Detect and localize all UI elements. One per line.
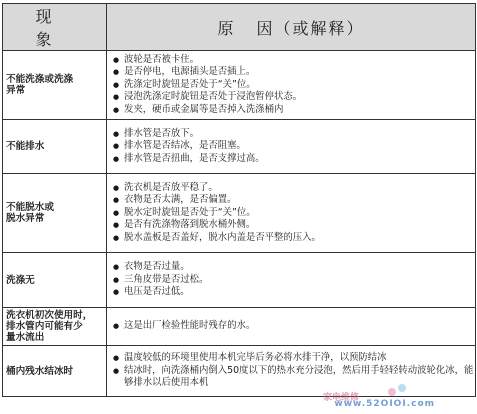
cause-item: ● 这是出厂检验性能时残存的水。	[113, 320, 475, 333]
cause-item: ● 温度较低的环境里使用本机完毕后务必将水排干净，以预防结冰	[113, 352, 475, 364]
table-row	[3, 51, 476, 120]
cause-cell	[107, 51, 476, 120]
symptom-cell: 不能洗涤或洗涤 异常	[3, 51, 107, 120]
table-row	[3, 253, 476, 308]
table-row	[3, 174, 476, 253]
symptom-cell: 洗衣机初次使用时， 排水管内可能有少 量水流出	[3, 308, 107, 346]
symptom-cell: 不能脱水或 脱水异常	[3, 174, 107, 253]
cause-item: ● 衣物是否太满，是否偏置。	[113, 194, 475, 207]
cause-item: ● 排水管是否扭曲，是否支撑过高。	[113, 153, 475, 166]
cause-item: ● 洗衣机是否放平稳了。	[113, 182, 475, 195]
watermark-logo-icon	[388, 388, 396, 396]
cause-item: ● 结冰时，向洗涤桶内倒入50度以下的热水充分浸泡，然后用手轻轻转动波轮化冰，能够排水以后使用本机	[113, 365, 475, 390]
table-row	[3, 308, 476, 346]
symptom-cell: 不能排水	[3, 120, 107, 174]
cause-item: ● 衣物是否过量。	[113, 261, 475, 274]
cause-item: ● 三角皮带是否过松。	[113, 274, 475, 287]
symptom-header: 现 象	[3, 4, 107, 51]
cause-cell	[107, 346, 476, 397]
cause-cell	[107, 174, 476, 253]
cause-item: ● 脱水盖板是否盖好，脱水内盖是否平整的压入。	[113, 232, 475, 245]
cause-cell	[107, 120, 476, 174]
cause-header: 原 因（或解释）	[107, 4, 476, 51]
cause-item: ● 波轮是否被卡住。	[113, 54, 475, 67]
cause-item: ● 排水管是否放下。	[113, 128, 475, 141]
cause-item: ● 脱水定时旋钮是否处于“关”位。	[113, 207, 475, 220]
cause-item: ● 是否有洗涤物落到脱水桶外侧。	[113, 219, 475, 232]
symptom-cell: 洗涤无	[3, 253, 107, 308]
watermark-url: www.52OIOI.com	[334, 399, 435, 409]
cause-cell	[107, 308, 476, 346]
table-header-row	[3, 4, 476, 51]
symptom-cell: 桶内残水结冰时	[3, 346, 107, 397]
cause-item: ● 浸泡洗涤定时旋钮是否处于浸泡暂停状态。	[113, 91, 475, 104]
cause-item: ● 电压是否过低。	[113, 286, 475, 299]
cause-item: ● 发夹，硬币或金属等是否掉入洗涤桶内	[113, 104, 475, 117]
cause-item: ● 排水管是否结冰，是否阻塞。	[113, 140, 475, 153]
cause-item: ● 是否停电，电源插头是否插上。	[113, 66, 475, 79]
table-row	[3, 120, 476, 174]
cause-cell	[107, 253, 476, 308]
watermark-brand: 家电维修	[322, 393, 359, 403]
troubleshooting-table-frame	[2, 3, 475, 411]
troubleshooting-table	[2, 3, 476, 397]
watermark-logo-icon	[398, 384, 406, 392]
cause-item: ● 洗涤定时旋钮是否处于“关”位。	[113, 79, 475, 92]
